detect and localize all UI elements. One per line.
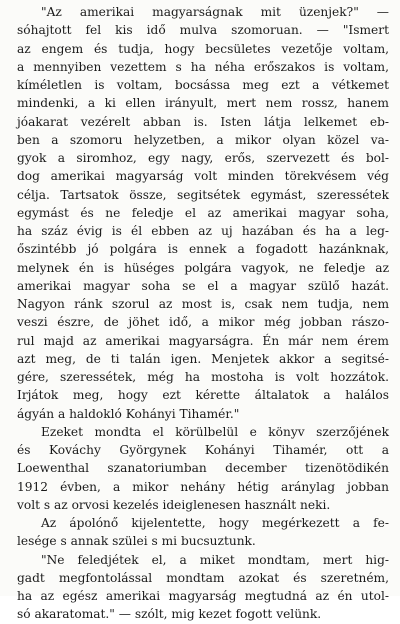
text-line: jóakarat vezérelt abban is. Isten látja lelkemet eb-	[17, 114, 389, 129]
text-line: ágyán a haldokló Kohányi Tihamér."	[17, 406, 240, 421]
text-line: egymást és ne feledje el az amerikai magyar soha,	[17, 205, 389, 220]
text-line: gyok a siromhoz, egy nagy, erős, szervezett és bol-	[17, 151, 389, 165]
text-line: gére, szeressétek, még ha mostoha is volt hozzátok.	[17, 370, 389, 384]
text-line: az engem és tudja, hogy becsületes vezetője voltam,	[17, 41, 389, 56]
text-line: 1912 évben, a mikor nehány hétig aránylag jobban	[17, 479, 389, 494]
text-line: veszi észre, de jöhet idő, a mikor még jobban rászo-	[17, 315, 389, 330]
text-line: Az ápolónő kijelentette, hogy megérkezett a fe-	[41, 516, 389, 530]
text-line: Loewenthal szanatoriumban december tizenötödikén	[17, 461, 389, 476]
text-line: kíméletlen is voltam, bocsássa meg ezt a vétkemet	[17, 78, 389, 92]
text-line: dog amerikai magyarság volt minden törekvésem vég	[17, 169, 389, 184]
text-line: a mennyiben vezettem s ha néha erőszakos is voltam,	[17, 59, 389, 74]
text-line: gadt megfontolással mondtam azokat és szeretném,	[17, 570, 389, 585]
text-line: ha az egész amerikai magyarság megtudná az én utol-	[17, 589, 389, 603]
text-body	[17, 3, 389, 624]
text-line: ben a szomoru helyzetben, a mikor olyan közel va-	[17, 132, 389, 147]
text-line: sóhajtott fel kis idő mulva szomoruan. — "Ismert	[17, 23, 389, 38]
text-line: melynek én is hüséges polgára vagyok, ne feledje az	[17, 260, 389, 275]
text-line: Nagyon ránk szorul az most is, csak nem tudja, nem	[17, 297, 389, 311]
text-line: Irjátok meg, hogy ezt kérette általatok a halálos	[17, 388, 389, 403]
text-line: Ezeket mondta el körülbelül e könyv szerzőjének	[41, 424, 389, 439]
text-line: őszintébb jó polgára is ennek a fogadott hazánknak,	[17, 242, 389, 257]
paragraph-farewell	[17, 551, 389, 624]
text-line: rul majd az amerikai magyarságra. Én már nem érem	[17, 333, 389, 348]
text-line: volt s az orvosi kezelés ideiglenesen használt neki.	[17, 497, 331, 512]
paragraph-narration	[17, 423, 389, 514]
paragraph-quote	[17, 3, 389, 423]
text-line: azt meg, de ti talán igen. Menjetek akkor a segitsé-	[17, 351, 389, 366]
text-line: só akaratomat." — szólt, mig kezet fogott velünk.	[17, 607, 322, 622]
text-line: célja. Tartsatok össze, segitsétek egymást, szeressétek	[17, 187, 389, 202]
text-line: "Az amerikai magyarságnak mit üzenjek?" —	[41, 5, 389, 19]
text-line: mindenki, a ki ellen irányult, mert nem rossz, hanem	[17, 96, 389, 111]
text-line: amerikai magyar soha se el a magyar szülő hazát.	[17, 278, 389, 293]
text-line: ha száz évig is él ebben az uj hazában és ha a leg-	[17, 224, 389, 238]
text-line: lesége s annak szülei s mi bucsuztunk.	[17, 534, 256, 549]
text-line: és Kováchy Györgynek Kohányi Tihamér, ott a	[17, 443, 389, 457]
paragraph-nurse	[17, 514, 389, 551]
text-line: "Ne feledjétek el, a miket mondtam, mert hig-	[41, 552, 389, 567]
